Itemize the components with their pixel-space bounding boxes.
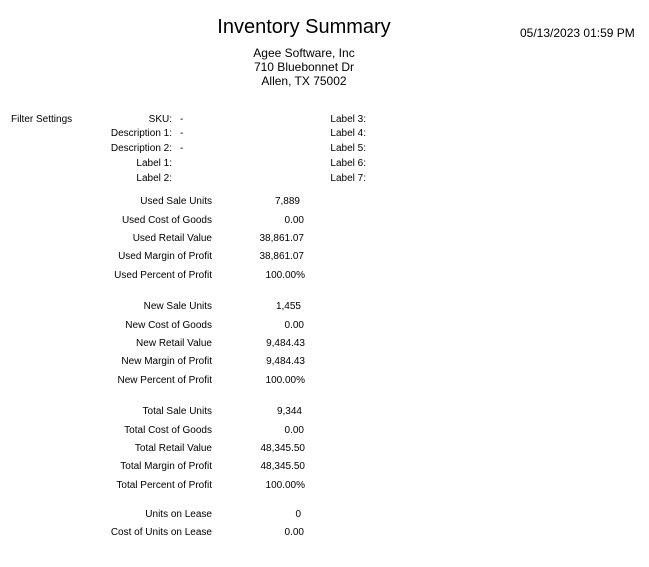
total-sale-units-value: 9,344: [276, 406, 302, 417]
used-retail-value-label: Used Retail Value: [132, 233, 212, 244]
filter-label6-label: Label 6:: [330, 158, 366, 169]
report-title: Inventory Summary: [217, 16, 391, 38]
total-margin-of-profit-value: 48,345.50: [260, 461, 305, 472]
total-sale-units-label: Total Sale Units: [142, 406, 212, 417]
filter-description2-value: -: [180, 143, 184, 154]
report-timestamp: 05/13/2023 01:59 PM: [520, 26, 635, 40]
used-cost-of-goods-label: Used Cost of Goods: [121, 215, 212, 226]
filter-description1-label: Description 1:: [110, 128, 172, 139]
new-cost-of-goods-label: New Cost of Goods: [125, 320, 212, 331]
total-cost-of-goods-label: Total Cost of Goods: [124, 425, 212, 436]
new-percent-of-profit-value: 100.00%: [265, 375, 305, 386]
total-cost-of-goods-value: 0.00: [284, 425, 304, 436]
used-sale-units-value: 7,889: [274, 196, 300, 207]
units-on-lease-label: Units on Lease: [145, 509, 212, 520]
filter-description1-value: -: [180, 128, 184, 139]
filter-label1-label: Label 1:: [136, 158, 172, 169]
filter-label7-label: Label 7:: [330, 173, 366, 184]
used-percent-of-profit-value: 100.00%: [265, 270, 305, 281]
filter-description2-label: Description 2:: [110, 143, 172, 154]
new-percent-of-profit-label: New Percent of Profit: [117, 375, 212, 386]
total-margin-of-profit-label: Total Margin of Profit: [120, 461, 212, 472]
cost-of-units-on-lease-label: Cost of Units on Lease: [110, 527, 212, 538]
filter-sku-label: SKU:: [148, 114, 172, 125]
new-margin-of-profit-value: 9,484.43: [266, 356, 305, 367]
new-sale-units-label: New Sale Units: [143, 301, 212, 312]
new-retail-value-label: New Retail Value: [136, 338, 212, 349]
new-cost-of-goods-value: 0.00: [284, 320, 304, 331]
used-retail-value-value: 38,861.07: [259, 233, 304, 244]
filter-label4-label: Label 4:: [330, 128, 366, 139]
total-percent-of-profit-value: 100.00%: [265, 480, 305, 491]
company-address-line2: Allen, TX 75002: [261, 74, 347, 88]
filter-settings-heading: Filter Settings: [11, 114, 73, 125]
new-retail-value-value: 9,484.43: [266, 338, 305, 349]
filter-sku-value: -: [180, 114, 184, 125]
used-sale-units-label: Used Sale Units: [140, 196, 212, 207]
used-margin-of-profit-value: 38,861.07: [259, 251, 304, 262]
filter-label2-label: Label 2:: [136, 173, 172, 184]
total-retail-value-value: 48,345.50: [260, 443, 305, 454]
company-name: Agee Software, Inc: [253, 46, 355, 60]
total-retail-value-label: Total Retail Value: [134, 443, 212, 454]
filter-label3-label: Label 3:: [330, 114, 366, 125]
filter-label5-label: Label 5:: [330, 143, 366, 154]
company-address-line1: 710 Bluebonnet Dr: [253, 60, 355, 74]
cost-of-units-on-lease-value: 0.00: [284, 527, 304, 538]
new-margin-of-profit-label: New Margin of Profit: [121, 356, 212, 367]
total-percent-of-profit-label: Total Percent of Profit: [116, 480, 212, 491]
used-percent-of-profit-label: Used Percent of Profit: [114, 270, 212, 281]
used-cost-of-goods-value: 0.00: [284, 215, 304, 226]
used-margin-of-profit-label: Used Margin of Profit: [118, 251, 212, 262]
new-sale-units-value: 1,455: [275, 301, 301, 312]
units-on-lease-value: 0: [295, 509, 301, 520]
